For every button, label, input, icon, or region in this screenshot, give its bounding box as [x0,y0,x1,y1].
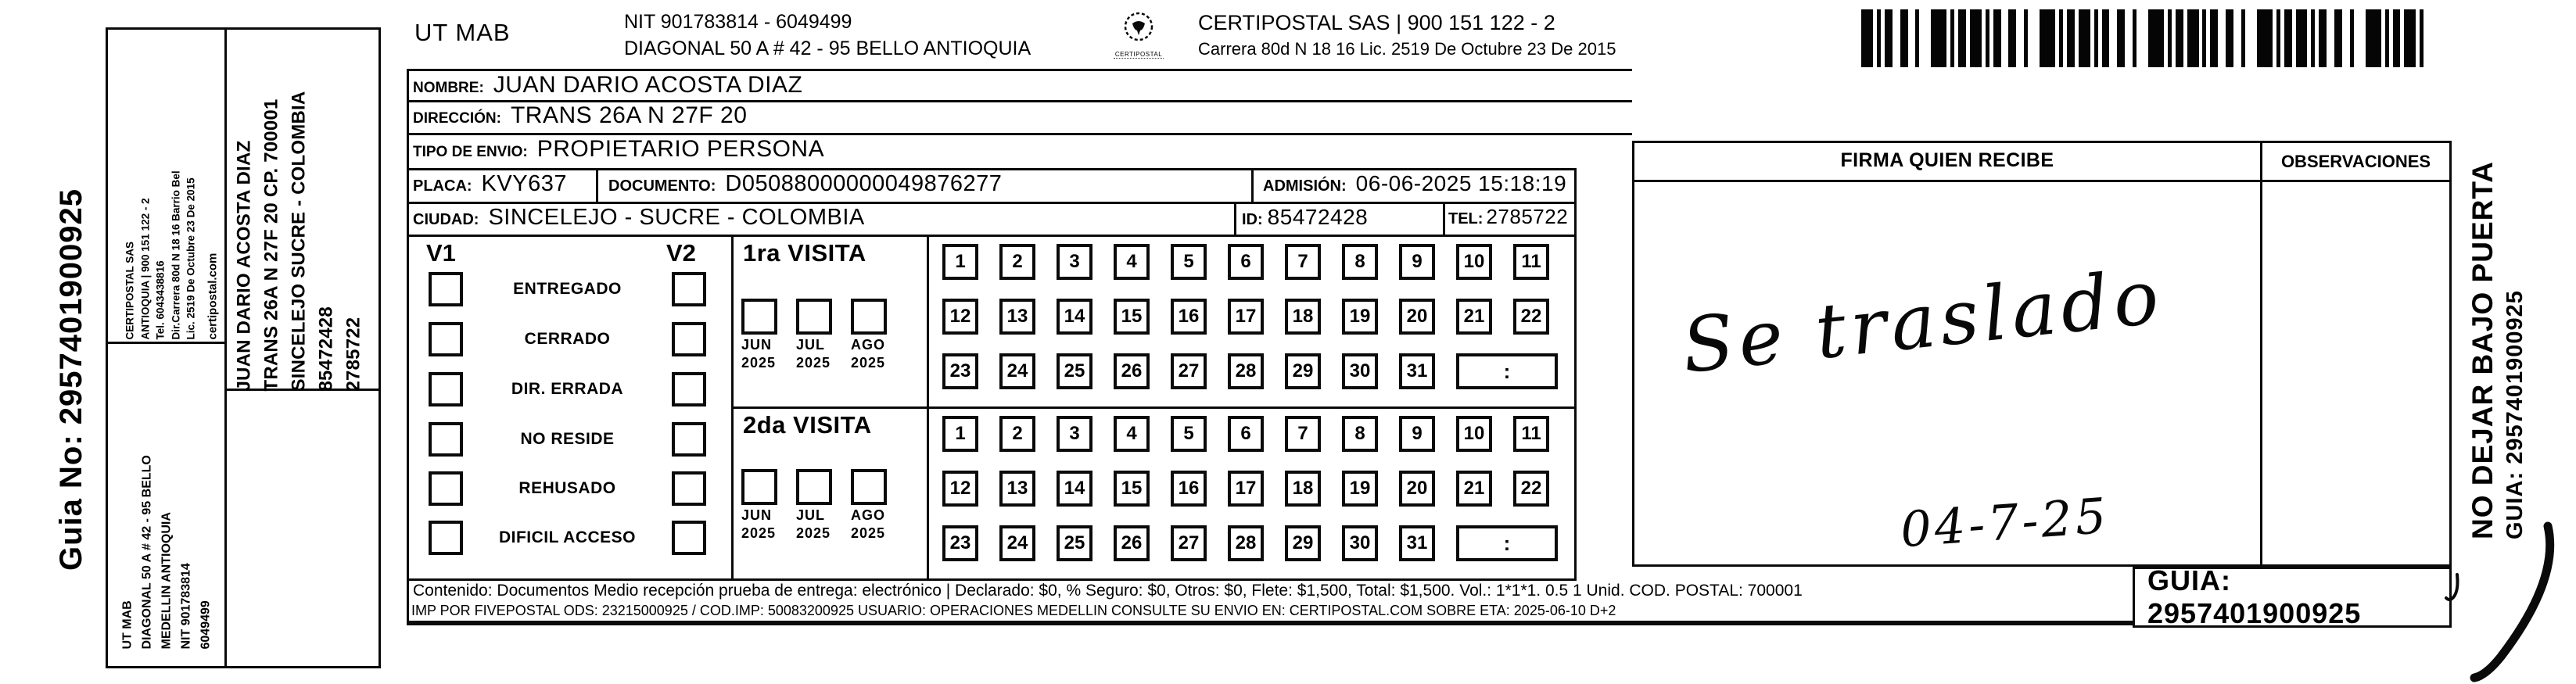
v2-cerrado-checkbox [672,322,706,356]
office-line: Lic. 2519 De Octubre 23 De 2015 [185,177,197,340]
day-checkbox: 20 [1399,471,1435,507]
day-checkbox: 19 [1342,299,1378,335]
guia-number-right-vertical: GUIA: 2957401900925 [2502,290,2528,539]
status-label: ENTREGADO [513,280,622,298]
day-checkbox: 30 [1342,353,1378,389]
status-label: NO RESIDE [520,430,615,448]
day-checkbox: 21 [1456,471,1492,507]
barcode [1861,9,2428,67]
year-label: 2025 [851,355,886,371]
first-visit-time-box: : [1456,353,1558,389]
day-checkbox: 29 [1285,525,1321,561]
month-label: JUN [741,507,773,523]
direccion-label: DIRECCIÓN: [413,110,501,127]
recipient-line: 2785722 [343,317,364,392]
v1-rehusado-checkbox [429,471,463,506]
second-visit-title: 2da VISITA [743,411,872,439]
header-license-line: Carrera 80d N 18 16 Lic. 2519 De Octubre 23 De 2015 [1198,39,1616,59]
month-ago [851,469,887,541]
tel-label: TEL: [1448,210,1484,227]
year-label: 2025 [851,525,886,541]
left-panel-divider [106,342,227,344]
recipient-line: TRANS 26A N 27F 20 CP. 700001 [260,98,282,392]
form-line [407,235,1577,237]
firma-header: FIRMA QUIEN RECIBE [1840,149,2054,171]
day-checkbox: 25 [1057,353,1092,389]
jun-checkbox [741,299,777,335]
status-row-rehusado [429,471,706,506]
office-website: certipostal.com [206,252,219,340]
ut-mab-title: UT MAB [414,19,511,46]
day-checkbox: 28 [1228,353,1264,389]
placa-label: PLACA: [413,177,472,195]
form-bottom-border [407,621,2135,625]
day-checkbox: 5 [1171,416,1207,452]
office-line: Tel. 6043438816 [154,260,167,340]
day-checkbox: 16 [1171,471,1207,507]
day-checkbox: 3 [1057,416,1092,452]
day-checkbox: 14 [1057,299,1092,335]
day-checkbox: 7 [1285,416,1321,452]
day-checkbox: 13 [999,299,1035,335]
year-label: 2025 [741,525,777,541]
documento-label: DOCUMENTO: [608,177,716,195]
day-checkbox: 16 [1171,299,1207,335]
status-row-no-reside [429,422,706,457]
v2-dificil-acceso-checkbox [672,521,706,555]
day-checkbox: 21 [1456,299,1492,335]
first-visit-days-row1 [942,244,1549,280]
visit-divider [731,406,1577,409]
header-nit-line: NIT 901783814 - 6049499 [624,11,852,33]
day-checkbox: 6 [1228,244,1264,280]
form-line [407,168,1577,170]
v1-header: V1 [426,239,456,267]
right-vertical-strip [2466,70,2531,539]
month-label: AGO [851,337,886,353]
status-label: DIR. ERRADA [511,380,624,398]
office-line: ANTIOQUIA | 900 151 122 - 2 [139,198,151,340]
day-checkbox: 26 [1114,525,1150,561]
second-visit-time-box: : [1456,525,1558,561]
contenido-line: Contenido: Documentos Medio recepción prueba de entrega: electrónico | Declarado: $0, % Seguro: $0, Otros: $0, Flete: $1,500, Total: $1,500. Vol.: 1*1*1. 0.5 1 Unid. COD. POSTAL: 700001 [413,582,1803,600]
second-visit-months [741,469,887,541]
cell-divider [596,168,598,202]
recipient-info-vertical [231,91,368,392]
day-checkbox: 27 [1171,525,1207,561]
first-visit-days-row3 [942,353,1435,389]
year-label: 2025 [796,525,831,541]
sender-line: DIAGONAL 50 A # 42 - 95 BELLO [140,455,154,650]
recipient-line: 85472428 [315,306,337,392]
day-checkbox: 8 [1342,244,1378,280]
v2-dir-errada-checkbox [672,372,706,406]
day-checkbox: 24 [999,353,1035,389]
first-visit-days-row2 [942,299,1549,335]
field-ciudad [413,205,865,231]
ago-checkbox [851,299,887,335]
second-visit-days-row3 [942,525,1435,561]
day-checkbox: 23 [942,353,978,389]
day-checkbox: 10 [1456,244,1492,280]
field-direccion [413,102,747,129]
day-checkbox: 7 [1285,244,1321,280]
sender-line: MEDELLIN ANTIOQUIA [160,512,174,650]
month-jun [741,299,777,371]
v2-no-reside-checkbox [672,422,706,457]
imp-line: IMP POR FIVEPOSTAL ODS: 23215000925 / COD.IMP: 50083200925 USUARIO: OPERACIONES MEDELLIN CONSULTE SU ENVIO EN: CERTIPOSTAL.COM SOBRE ETA: 2025-06-10 D+2 [411,603,1616,618]
recipient-line: JUAN DARIO ACOSTA DIAZ [233,140,255,392]
tipo-envio-label: TIPO DE ENVIO: [413,144,528,160]
day-checkbox: 6 [1228,416,1264,452]
no-dejar-bajo-puerta-text: NO DEJAR BAJO PUERTA [2467,161,2499,539]
day-checkbox: 31 [1399,525,1435,561]
first-visit-title: 1ra VISITA [743,239,866,267]
day-checkbox: 30 [1342,525,1378,561]
year-label: 2025 [796,355,831,371]
direccion-value: TRANS 26A N 27F 20 [510,102,748,128]
guia-number-left-vertical: Guia No: 2957401900925 [54,188,88,571]
day-checkbox: 22 [1513,299,1549,335]
year-label: 2025 [741,355,777,371]
day-checkbox: 19 [1342,471,1378,507]
certipostal-logo-icon [1114,9,1164,59]
day-checkbox: 20 [1399,299,1435,335]
field-placa [413,171,567,197]
documento-value: D05088000000049876277 [725,171,1003,196]
sender-line: 6049499 [199,600,213,650]
day-checkbox: 23 [942,525,978,561]
jul-checkbox [796,299,832,335]
day-checkbox: 26 [1114,353,1150,389]
sender-line: UT MAB [120,600,135,650]
v1-cerrado-checkbox [429,322,463,356]
recipient-line: SINCELEJO SUCRE - COLOMBIA [288,91,310,392]
tel-value: 2785722 [1486,205,1569,228]
form-line [407,202,1577,204]
v2-header: V2 [666,239,696,267]
month-jul [796,299,832,371]
day-checkbox: 11 [1513,244,1549,280]
observaciones-panel [2260,141,2452,567]
status-row-entregado [429,272,706,306]
header-company-line: CERTIPOSTAL SAS | 900 151 122 - 2 [1198,11,1555,34]
form-line [407,133,1632,135]
day-checkbox: 17 [1228,299,1264,335]
status-label: REHUSADO [518,479,616,497]
field-tipo-envio [413,136,824,163]
pen-stroke-marks [2416,512,2576,684]
day-checkbox: 27 [1171,353,1207,389]
office-line: CERTIPOSTAL SAS [124,241,136,340]
logo-caption: CERTIPOSTAL [1114,51,1163,58]
day-checkbox: 3 [1057,244,1092,280]
day-checkbox: 2 [999,244,1035,280]
day-checkbox: 15 [1114,471,1150,507]
month-label: JUL [796,337,826,353]
day-checkbox: 10 [1456,416,1492,452]
nombre-label: NOMBRE: [413,80,484,96]
day-checkbox: 15 [1114,299,1150,335]
day-checkbox: 12 [942,471,978,507]
v1-dificil-acceso-checkbox [429,521,463,555]
day-checkbox: 22 [1513,471,1549,507]
day-checkbox: 4 [1114,416,1150,452]
day-checkbox: 9 [1399,416,1435,452]
day-checkbox: 12 [942,299,978,335]
day-checkbox: 8 [1342,416,1378,452]
jul-checkbox [796,469,832,505]
field-admision [1263,171,1566,196]
form-line [407,69,1632,71]
status-row-dificil-acceso [429,521,706,555]
cell-divider [1251,168,1254,202]
status-row-cerrado [429,322,706,356]
nombre-value: JUAN DARIO ACOSTA DIAZ [493,72,803,98]
handwritten-date: 04-7-25 [1898,486,2111,559]
month-label: AGO [851,507,886,523]
month-label: JUL [796,507,826,523]
admision-value: 06-06-2025 15:18:19 [1355,171,1567,195]
day-checkbox: 24 [999,525,1035,561]
day-checkbox: 14 [1057,471,1092,507]
jun-checkbox [741,469,777,505]
month-jul [796,469,832,541]
ciudad-label: CIUDAD: [413,211,479,228]
field-id [1242,205,1368,230]
status-label: CERRADO [524,330,611,348]
month-jun [741,469,777,541]
tipo-envio-value: PROPIETARIO PERSONA [536,136,825,162]
day-checkbox: 5 [1171,244,1207,280]
left-panel-divider [224,27,227,668]
day-checkbox: 25 [1057,525,1092,561]
admision-label: ADMISIÓN: [1263,177,1347,195]
office-info-vertical [123,43,219,340]
office-line: Dir.Carrera 80d N 18 16 Barrio Bel [170,170,181,340]
day-checkbox: 1 [942,416,978,452]
sender-line: NIT 901783814 [179,563,193,650]
day-checkbox: 17 [1228,471,1264,507]
v2-entregado-checkbox [672,272,706,306]
observaciones-header: OBSERVACIONES [2280,152,2431,171]
cell-divider [1443,202,1445,235]
field-tel [1448,205,1568,229]
day-checkbox: 13 [999,471,1035,507]
month-ago [851,299,887,371]
ago-checkbox [851,469,887,505]
first-visit-months [741,299,887,371]
form-border-right [1574,168,1577,581]
id-value: 85472428 [1267,205,1369,229]
v1-no-reside-checkbox [429,422,463,457]
day-checkbox: 28 [1228,525,1264,561]
second-visit-days-row2 [942,471,1549,507]
status-label: DIFICIL ACCESO [498,528,636,546]
day-checkbox: 9 [1399,244,1435,280]
day-checkbox: 11 [1513,416,1549,452]
field-documento [608,171,1002,197]
day-checkbox: 31 [1399,353,1435,389]
day-checkbox: 2 [999,416,1035,452]
v2-rehusado-checkbox [672,471,706,506]
second-visit-days-row1 [942,416,1549,452]
v1-dir-errada-checkbox [429,372,463,406]
sender-info-vertical [118,353,216,650]
handwritten-note: Se traslado [1677,252,2168,390]
month-label: JUN [741,337,773,353]
cell-divider [1234,202,1236,235]
day-checkbox: 18 [1285,471,1321,507]
day-checkbox: 1 [942,244,978,280]
status-row-dir-errada [429,372,706,406]
day-checkbox: 29 [1285,353,1321,389]
form-border-left [407,69,409,625]
field-nombre [413,72,802,98]
v1-entregado-checkbox [429,272,463,306]
ciudad-value: SINCELEJO - SUCRE - COLOMBIA [488,205,865,230]
day-checkbox: 18 [1285,299,1321,335]
guia-footer-box [2133,564,2452,629]
placa-value: KVY637 [481,171,567,196]
visits-bottom-line [407,578,1577,581]
header-address-line: DIAGONAL 50 A # 42 - 95 BELLO ANTIOQUIA [624,38,1031,59]
signature-header-line [1632,180,2452,182]
guia-footer-number: GUIA: 2957401900925 [2147,564,2362,629]
day-checkbox: 4 [1114,244,1150,280]
id-label: ID: [1242,211,1263,228]
